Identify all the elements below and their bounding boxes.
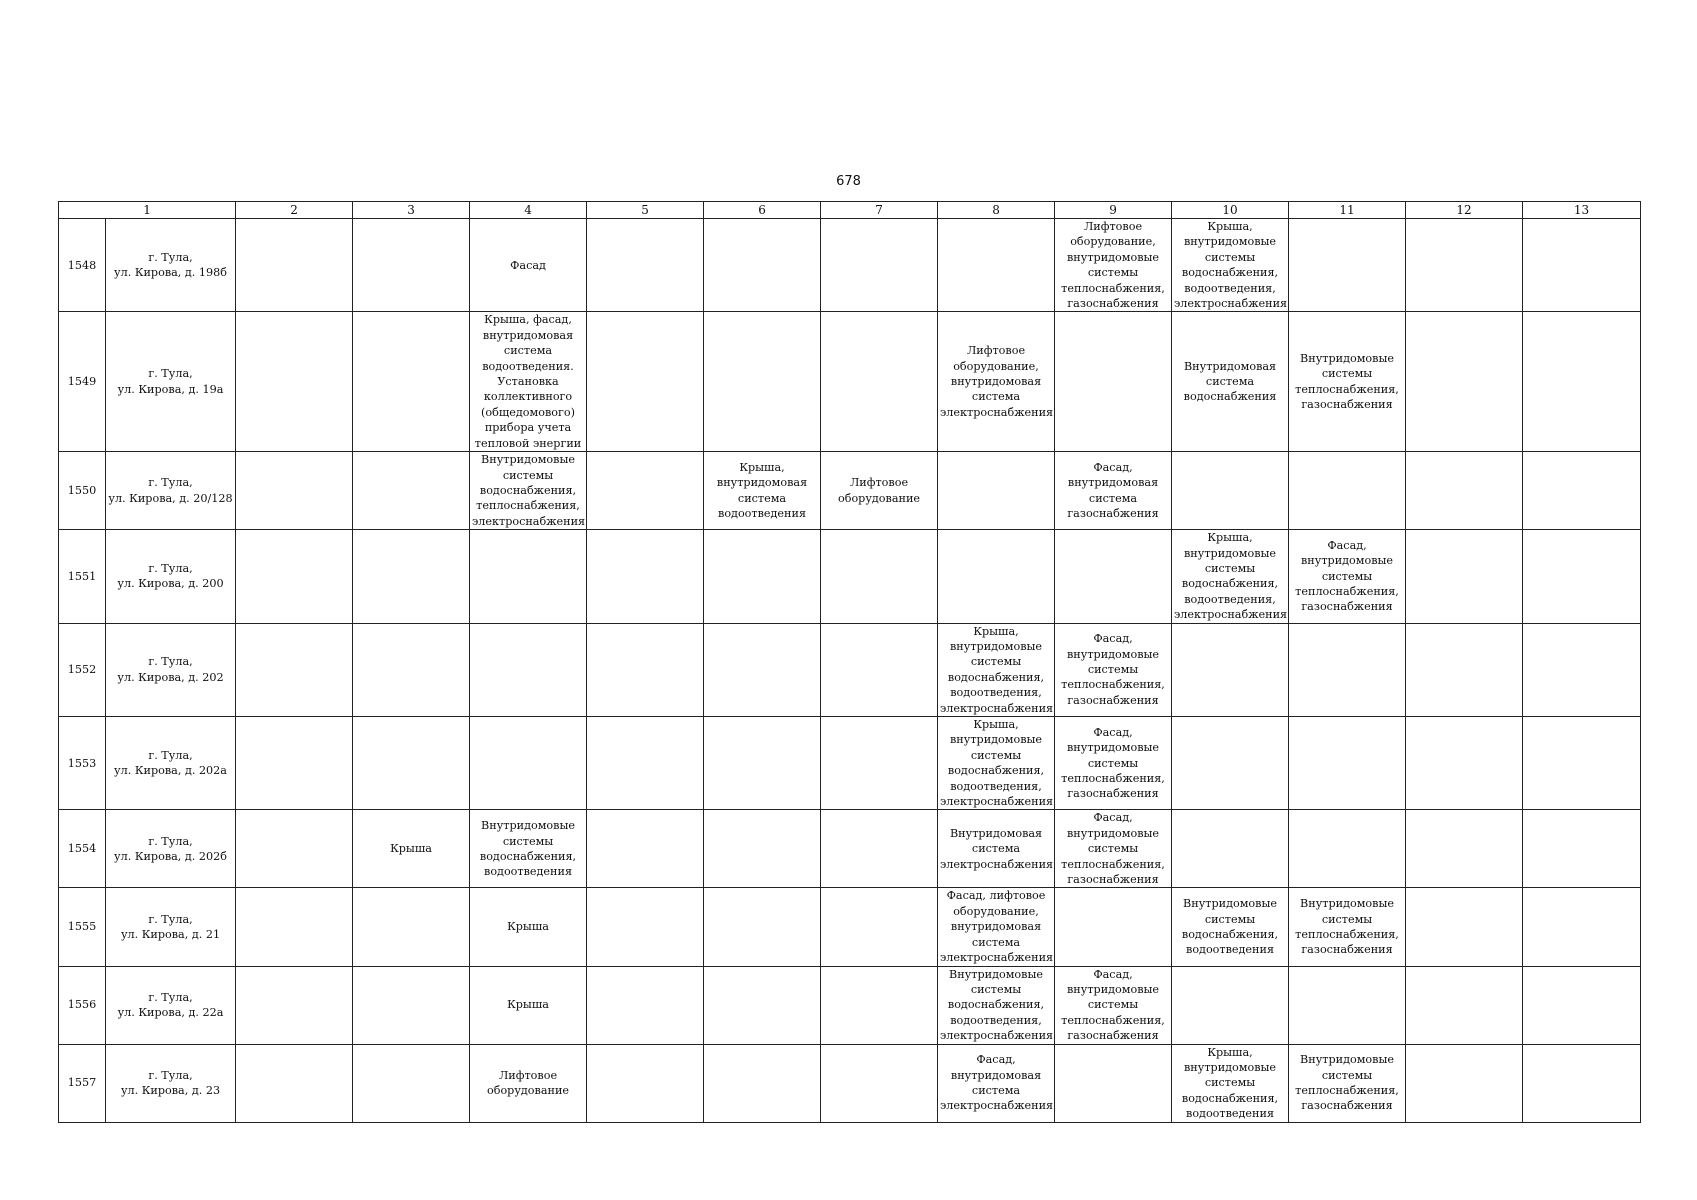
address-cell: г. Тула, ул. Кирова, д. 198б xyxy=(106,219,236,312)
work-cell-col-8 xyxy=(938,530,1055,623)
work-cell-col-8: Лифтовое оборудование, внутридомовая система электроснабжения xyxy=(938,312,1055,452)
work-cell-col-3 xyxy=(353,530,470,623)
work-cell-col-9: Фасад, внутридомовые системы теплоснабжения, газоснабжения xyxy=(1055,966,1172,1044)
work-cell-col-8 xyxy=(938,219,1055,312)
work-cell-col-3 xyxy=(353,717,470,810)
work-cell-col-7 xyxy=(821,1044,938,1122)
work-cell-col-4 xyxy=(470,530,587,623)
work-cell-col-2 xyxy=(236,810,353,888)
work-cell-col-7 xyxy=(821,888,938,966)
work-cell-col-8: Внутридомовая система электроснабжения xyxy=(938,810,1055,888)
work-cell-col-3 xyxy=(353,312,470,452)
row-number: 1557 xyxy=(59,1044,106,1122)
work-cell-col-2 xyxy=(236,452,353,530)
work-cell-col-6 xyxy=(704,312,821,452)
work-cell-col-5 xyxy=(587,966,704,1044)
work-cell-col-9: Фасад, внутридомовые системы теплоснабжения, газоснабжения xyxy=(1055,717,1172,810)
address-cell: г. Тула, ул. Кирова, д. 202а xyxy=(106,717,236,810)
table-row xyxy=(59,717,1641,810)
work-cell-col-6 xyxy=(704,1044,821,1122)
column-header: 12 xyxy=(1406,202,1523,219)
work-cell-col-4: Лифтовое оборудование xyxy=(470,1044,587,1122)
work-cell-col-7 xyxy=(821,717,938,810)
work-cell-col-3 xyxy=(353,219,470,312)
work-cell-col-5 xyxy=(587,717,704,810)
work-cell-col-9: Лифтовое оборудование, внутридомовые системы теплоснабжения, газоснабжения xyxy=(1055,219,1172,312)
column-header: 10 xyxy=(1172,202,1289,219)
work-cell-col-5 xyxy=(587,452,704,530)
work-cell-col-13 xyxy=(1523,312,1641,452)
work-cell-col-6 xyxy=(704,219,821,312)
work-cell-col-8: Внутридомовые системы водоснабжения, водоотведения, электроснабжения xyxy=(938,966,1055,1044)
work-cell-col-11 xyxy=(1289,452,1406,530)
work-cell-col-9: Фасад, внутридомовая система газоснабжения xyxy=(1055,452,1172,530)
work-cell-col-13 xyxy=(1523,810,1641,888)
work-cell-col-11 xyxy=(1289,219,1406,312)
work-cell-col-5 xyxy=(587,312,704,452)
work-cell-col-8: Крыша, внутридомовые системы водоснабжения, водоотведения, электроснабжения xyxy=(938,717,1055,810)
work-cell-col-6 xyxy=(704,623,821,716)
work-cell-col-13 xyxy=(1523,530,1641,623)
address-cell: г. Тула, ул. Кирова, д. 19а xyxy=(106,312,236,452)
work-cell-col-5 xyxy=(587,810,704,888)
work-cell-col-12 xyxy=(1406,219,1523,312)
work-cell-col-5 xyxy=(587,219,704,312)
work-cell-col-9: Фасад, внутридомовые системы теплоснабжения, газоснабжения xyxy=(1055,810,1172,888)
work-cell-col-7 xyxy=(821,530,938,623)
work-cell-col-13 xyxy=(1523,717,1641,810)
work-cell-col-3 xyxy=(353,623,470,716)
work-cell-col-5 xyxy=(587,1044,704,1122)
column-header: 4 xyxy=(470,202,587,219)
table-row xyxy=(59,810,1641,888)
work-cell-col-3: Крыша xyxy=(353,810,470,888)
work-cell-col-2 xyxy=(236,312,353,452)
work-cell-col-11 xyxy=(1289,717,1406,810)
column-header: 5 xyxy=(587,202,704,219)
work-cell-col-10: Внутридомовая система водоснабжения xyxy=(1172,312,1289,452)
work-cell-col-9: Фасад, внутридомовые системы теплоснабжения, газоснабжения xyxy=(1055,623,1172,716)
work-cell-col-13 xyxy=(1523,219,1641,312)
work-cell-col-3 xyxy=(353,966,470,1044)
work-cell-col-12 xyxy=(1406,312,1523,452)
column-header: 11 xyxy=(1289,202,1406,219)
work-cell-col-12 xyxy=(1406,717,1523,810)
column-number-row xyxy=(59,202,1641,219)
address-cell: г. Тула, ул. Кирова, д. 22а xyxy=(106,966,236,1044)
row-number: 1548 xyxy=(59,219,106,312)
work-cell-col-7 xyxy=(821,810,938,888)
work-cell-col-9 xyxy=(1055,1044,1172,1122)
work-cell-col-10: Крыша, внутридомовые системы водоснабжения, водоотведения, электроснабжения xyxy=(1172,530,1289,623)
work-cell-col-4: Фасад xyxy=(470,219,587,312)
address-cell: г. Тула, ул. Кирова, д. 21 xyxy=(106,888,236,966)
row-number: 1552 xyxy=(59,623,106,716)
work-cell-col-10 xyxy=(1172,966,1289,1044)
work-cell-col-7: Лифтовое оборудование xyxy=(821,452,938,530)
address-cell: г. Тула, ул. Кирова, д. 202 xyxy=(106,623,236,716)
table-row xyxy=(59,219,1641,312)
row-number: 1556 xyxy=(59,966,106,1044)
table-row xyxy=(59,966,1641,1044)
repair-schedule-table xyxy=(58,201,1641,1123)
work-cell-col-13 xyxy=(1523,452,1641,530)
work-cell-col-7 xyxy=(821,966,938,1044)
table-header xyxy=(59,202,1641,219)
work-cell-col-10 xyxy=(1172,717,1289,810)
work-cell-col-6 xyxy=(704,966,821,1044)
work-cell-col-12 xyxy=(1406,1044,1523,1122)
column-header: 3 xyxy=(353,202,470,219)
work-cell-col-12 xyxy=(1406,452,1523,530)
work-cell-col-4: Внутридомовые системы водоснабжения, теплоснабжения, электроснабжения xyxy=(470,452,587,530)
work-cell-col-2 xyxy=(236,888,353,966)
table-row xyxy=(59,312,1641,452)
row-number: 1553 xyxy=(59,717,106,810)
work-cell-col-8: Крыша, внутридомовые системы водоснабжения, водоотведения, электроснабжения xyxy=(938,623,1055,716)
work-cell-col-10 xyxy=(1172,810,1289,888)
row-number: 1549 xyxy=(59,312,106,452)
table-body xyxy=(59,219,1641,1123)
work-cell-col-10 xyxy=(1172,623,1289,716)
work-cell-col-11: Внутридомовые системы теплоснабжения, газоснабжения xyxy=(1289,1044,1406,1122)
work-cell-col-4: Внутридомовые системы водоснабжения, водоотведения xyxy=(470,810,587,888)
work-cell-col-11: Внутридомовые системы теплоснабжения, газоснабжения xyxy=(1289,312,1406,452)
work-cell-col-7 xyxy=(821,312,938,452)
work-cell-col-6 xyxy=(704,810,821,888)
work-cell-col-12 xyxy=(1406,530,1523,623)
work-cell-col-11: Внутридомовые системы теплоснабжения, газоснабжения xyxy=(1289,888,1406,966)
work-cell-col-13 xyxy=(1523,966,1641,1044)
column-header: 6 xyxy=(704,202,821,219)
work-cell-col-6 xyxy=(704,717,821,810)
column-header: 2 xyxy=(236,202,353,219)
work-cell-col-13 xyxy=(1523,623,1641,716)
work-cell-col-3 xyxy=(353,452,470,530)
work-cell-col-10 xyxy=(1172,452,1289,530)
work-cell-col-11 xyxy=(1289,623,1406,716)
work-cell-col-8: Фасад, лифтовое оборудование, внутридомовая система электроснабжения xyxy=(938,888,1055,966)
work-cell-col-11: Фасад, внутридомовые системы теплоснабжения, газоснабжения xyxy=(1289,530,1406,623)
work-cell-col-12 xyxy=(1406,966,1523,1044)
table-row xyxy=(59,888,1641,966)
work-cell-col-6 xyxy=(704,530,821,623)
work-cell-col-3 xyxy=(353,888,470,966)
work-cell-col-2 xyxy=(236,966,353,1044)
column-header: 8 xyxy=(938,202,1055,219)
work-cell-col-2 xyxy=(236,530,353,623)
work-cell-col-4 xyxy=(470,717,587,810)
work-cell-col-11 xyxy=(1289,966,1406,1044)
page-number: 678 xyxy=(836,174,861,189)
work-cell-col-4 xyxy=(470,623,587,716)
column-header: 13 xyxy=(1523,202,1641,219)
work-cell-col-13 xyxy=(1523,1044,1641,1122)
work-cell-col-5 xyxy=(587,623,704,716)
table-row xyxy=(59,1044,1641,1122)
work-cell-col-12 xyxy=(1406,888,1523,966)
work-cell-col-8: Фасад, внутридомовая система электроснабжения xyxy=(938,1044,1055,1122)
address-cell: г. Тула, ул. Кирова, д. 23 xyxy=(106,1044,236,1122)
work-cell-col-13 xyxy=(1523,888,1641,966)
row-number: 1555 xyxy=(59,888,106,966)
row-number: 1550 xyxy=(59,452,106,530)
work-cell-col-6 xyxy=(704,888,821,966)
column-header: 1 xyxy=(59,202,236,219)
table-row xyxy=(59,452,1641,530)
work-cell-col-2 xyxy=(236,623,353,716)
work-cell-col-9 xyxy=(1055,312,1172,452)
work-cell-col-9 xyxy=(1055,888,1172,966)
work-cell-col-5 xyxy=(587,530,704,623)
work-cell-col-9 xyxy=(1055,530,1172,623)
row-number: 1551 xyxy=(59,530,106,623)
work-cell-col-2 xyxy=(236,1044,353,1122)
work-cell-col-12 xyxy=(1406,810,1523,888)
work-cell-col-4: Крыша, фасад, внутридомовая система водоотведения. Установка коллективного (общедомового) прибора учета тепловой энергии xyxy=(470,312,587,452)
work-cell-col-6: Крыша, внутридомовая система водоотведения xyxy=(704,452,821,530)
work-cell-col-3 xyxy=(353,1044,470,1122)
work-cell-col-11 xyxy=(1289,810,1406,888)
work-cell-col-7 xyxy=(821,623,938,716)
work-cell-col-4: Крыша xyxy=(470,966,587,1044)
work-cell-col-2 xyxy=(236,717,353,810)
work-cell-col-7 xyxy=(821,219,938,312)
work-cell-col-5 xyxy=(587,888,704,966)
row-number: 1554 xyxy=(59,810,106,888)
work-cell-col-2 xyxy=(236,219,353,312)
table-row xyxy=(59,530,1641,623)
work-cell-col-10: Внутридомовые системы водоснабжения, водоотведения xyxy=(1172,888,1289,966)
address-cell: г. Тула, ул. Кирова, д. 200 xyxy=(106,530,236,623)
address-cell: г. Тула, ул. Кирова, д. 20/128 xyxy=(106,452,236,530)
column-header: 9 xyxy=(1055,202,1172,219)
table-row xyxy=(59,623,1641,716)
work-cell-col-10: Крыша, внутридомовые системы водоснабжения, водоотведения, электроснабжения xyxy=(1172,219,1289,312)
work-cell-col-10: Крыша, внутридомовые системы водоснабжения, водоотведения xyxy=(1172,1044,1289,1122)
address-cell: г. Тула, ул. Кирова, д. 202б xyxy=(106,810,236,888)
column-header: 7 xyxy=(821,202,938,219)
work-cell-col-12 xyxy=(1406,623,1523,716)
work-cell-col-8 xyxy=(938,452,1055,530)
work-cell-col-4: Крыша xyxy=(470,888,587,966)
